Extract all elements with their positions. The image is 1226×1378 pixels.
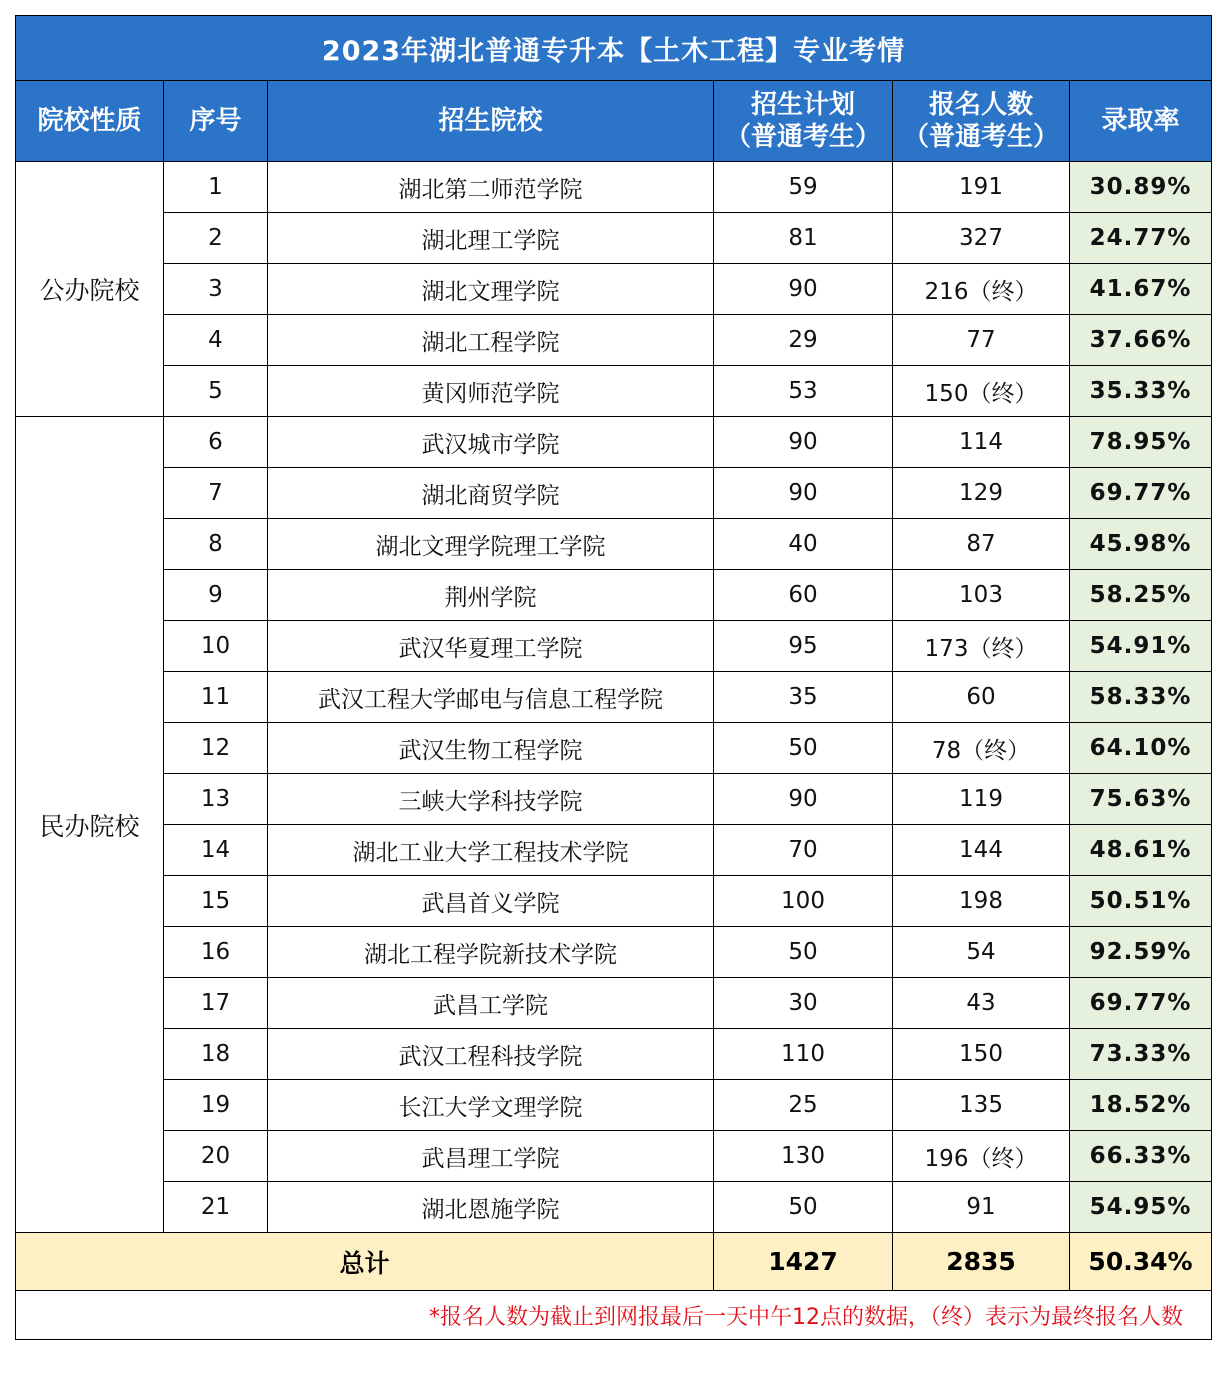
total-applicants: 2835 — [893, 1233, 1070, 1291]
row-plan: 59 — [714, 162, 893, 213]
row-plan: 95 — [714, 621, 893, 672]
row-applicants: 78（终） — [893, 723, 1070, 774]
row-plan: 90 — [714, 774, 893, 825]
row-applicants: 43 — [893, 978, 1070, 1029]
row-index: 19 — [164, 1080, 268, 1131]
row-plan: 60 — [714, 570, 893, 621]
row-applicants: 103 — [893, 570, 1070, 621]
row-plan: 90 — [714, 264, 893, 315]
row-school: 湖北理工学院 — [268, 213, 714, 264]
row-index: 13 — [164, 774, 268, 825]
row-index: 21 — [164, 1182, 268, 1233]
row-plan: 81 — [714, 213, 893, 264]
table-row — [16, 1080, 1212, 1131]
row-index: 16 — [164, 927, 268, 978]
row-plan: 90 — [714, 468, 893, 519]
row-school: 长江大学文理学院 — [268, 1080, 714, 1131]
row-rate: 48.61% — [1070, 825, 1212, 876]
table-row — [16, 468, 1212, 519]
row-applicants: 77 — [893, 315, 1070, 366]
header-row — [16, 81, 1212, 162]
header-index: 序号 — [164, 81, 268, 162]
table-row — [16, 264, 1212, 315]
row-applicants: 135 — [893, 1080, 1070, 1131]
row-school: 湖北文理学院 — [268, 264, 714, 315]
row-index: 7 — [164, 468, 268, 519]
row-rate: 58.33% — [1070, 672, 1212, 723]
row-applicants: 129 — [893, 468, 1070, 519]
table-row — [16, 417, 1212, 468]
row-plan: 110 — [714, 1029, 893, 1080]
row-index: 1 — [164, 162, 268, 213]
row-applicants: 327 — [893, 213, 1070, 264]
table-row — [16, 366, 1212, 417]
header-school: 招生院校 — [268, 81, 714, 162]
row-rate: 66.33% — [1070, 1131, 1212, 1182]
row-applicants: 196（终） — [893, 1131, 1070, 1182]
row-applicants: 173（终） — [893, 621, 1070, 672]
table-body — [16, 16, 1212, 1340]
row-applicants: 150 — [893, 1029, 1070, 1080]
row-index: 9 — [164, 570, 268, 621]
row-rate: 73.33% — [1070, 1029, 1212, 1080]
row-applicants: 54 — [893, 927, 1070, 978]
row-index: 4 — [164, 315, 268, 366]
row-rate: 78.95% — [1070, 417, 1212, 468]
row-school: 荆州学院 — [268, 570, 714, 621]
header-plan-line1: 招生计划 — [750, 90, 855, 120]
row-school: 黄冈师范学院 — [268, 366, 714, 417]
table-row — [16, 1131, 1212, 1182]
header-rate: 录取率 — [1070, 81, 1212, 162]
title-row — [16, 16, 1212, 81]
row-rate: 92.59% — [1070, 927, 1212, 978]
total-label: 总计 — [16, 1233, 714, 1291]
row-plan: 90 — [714, 417, 893, 468]
row-school: 武汉城市学院 — [268, 417, 714, 468]
row-index: 10 — [164, 621, 268, 672]
row-plan: 70 — [714, 825, 893, 876]
table-row — [16, 1029, 1212, 1080]
row-school: 武汉华夏理工学院 — [268, 621, 714, 672]
row-rate: 35.33% — [1070, 366, 1212, 417]
table-title: 2023年湖北普通专升本【土木工程】专业考情 — [16, 16, 1212, 81]
row-plan: 50 — [714, 1182, 893, 1233]
row-index: 15 — [164, 876, 268, 927]
row-rate: 64.10% — [1070, 723, 1212, 774]
row-school: 湖北恩施学院 — [268, 1182, 714, 1233]
row-rate: 58.25% — [1070, 570, 1212, 621]
row-plan: 35 — [714, 672, 893, 723]
row-index: 14 — [164, 825, 268, 876]
row-school: 湖北商贸学院 — [268, 468, 714, 519]
row-school: 武昌理工学院 — [268, 1131, 714, 1182]
row-index: 2 — [164, 213, 268, 264]
row-school: 湖北文理学院理工学院 — [268, 519, 714, 570]
header-type: 院校性质 — [16, 81, 164, 162]
table-row — [16, 825, 1212, 876]
row-index: 20 — [164, 1131, 268, 1182]
header-plan-line2: （普通考生） — [724, 122, 881, 152]
row-index: 6 — [164, 417, 268, 468]
table-row — [16, 162, 1212, 213]
row-plan: 30 — [714, 978, 893, 1029]
header-plan — [714, 81, 893, 162]
row-applicants: 114 — [893, 417, 1070, 468]
note-row — [16, 1291, 1212, 1340]
row-school: 湖北工业大学工程技术学院 — [268, 825, 714, 876]
row-index: 5 — [164, 366, 268, 417]
row-applicants: 119 — [893, 774, 1070, 825]
row-school: 湖北第二师范学院 — [268, 162, 714, 213]
row-applicants: 191 — [893, 162, 1070, 213]
table-row — [16, 672, 1212, 723]
table-row — [16, 621, 1212, 672]
table-row — [16, 927, 1212, 978]
row-school: 三峡大学科技学院 — [268, 774, 714, 825]
row-school: 武汉工程大学邮电与信息工程学院 — [268, 672, 714, 723]
row-rate: 18.52% — [1070, 1080, 1212, 1131]
row-applicants: 144 — [893, 825, 1070, 876]
row-applicants: 87 — [893, 519, 1070, 570]
row-plan: 29 — [714, 315, 893, 366]
row-applicants: 91 — [893, 1182, 1070, 1233]
table-row — [16, 315, 1212, 366]
header-applicants-line2: （普通考生） — [902, 122, 1059, 152]
row-school: 武汉生物工程学院 — [268, 723, 714, 774]
row-plan: 50 — [714, 723, 893, 774]
row-applicants: 198 — [893, 876, 1070, 927]
table-row — [16, 876, 1212, 927]
row-rate: 50.51% — [1070, 876, 1212, 927]
category-public: 公办院校 — [16, 162, 164, 417]
row-school: 湖北工程学院 — [268, 315, 714, 366]
header-applicants-line1: 报名人数 — [928, 90, 1033, 120]
row-plan: 40 — [714, 519, 893, 570]
table-row — [16, 519, 1212, 570]
row-plan: 25 — [714, 1080, 893, 1131]
row-school: 武昌工学院 — [268, 978, 714, 1029]
row-applicants: 150（终） — [893, 366, 1070, 417]
table-row — [16, 213, 1212, 264]
row-school: 武昌首义学院 — [268, 876, 714, 927]
row-school: 湖北工程学院新技术学院 — [268, 927, 714, 978]
row-index: 3 — [164, 264, 268, 315]
row-school: 武汉工程科技学院 — [268, 1029, 714, 1080]
row-applicants: 60 — [893, 672, 1070, 723]
total-row — [16, 1233, 1212, 1291]
row-rate: 24.77% — [1070, 213, 1212, 264]
exam-stats-table — [15, 15, 1212, 1340]
row-plan: 50 — [714, 927, 893, 978]
table-row — [16, 570, 1212, 621]
row-index: 12 — [164, 723, 268, 774]
table-row — [16, 1182, 1212, 1233]
row-rate: 54.91% — [1070, 621, 1212, 672]
table-row — [16, 774, 1212, 825]
category-private: 民办院校 — [16, 417, 164, 1233]
row-plan: 130 — [714, 1131, 893, 1182]
row-rate: 69.77% — [1070, 978, 1212, 1029]
header-applicants — [893, 81, 1070, 162]
row-index: 18 — [164, 1029, 268, 1080]
row-rate: 45.98% — [1070, 519, 1212, 570]
row-applicants: 216（终） — [893, 264, 1070, 315]
row-rate: 41.67% — [1070, 264, 1212, 315]
row-rate: 69.77% — [1070, 468, 1212, 519]
row-rate: 54.95% — [1070, 1182, 1212, 1233]
row-index: 8 — [164, 519, 268, 570]
footnote: *报名人数为截止到网报最后一天中午12点的数据，（终）表示为最终报名人数 — [16, 1291, 1212, 1340]
row-plan: 53 — [714, 366, 893, 417]
row-rate: 30.89% — [1070, 162, 1212, 213]
row-index: 17 — [164, 978, 268, 1029]
row-rate: 37.66% — [1070, 315, 1212, 366]
row-plan: 100 — [714, 876, 893, 927]
table-row — [16, 978, 1212, 1029]
total-plan: 1427 — [714, 1233, 893, 1291]
row-rate: 75.63% — [1070, 774, 1212, 825]
exam-stats-table-wrapper — [15, 15, 1211, 1340]
row-index: 11 — [164, 672, 268, 723]
table-row — [16, 723, 1212, 774]
total-rate: 50.34% — [1070, 1233, 1212, 1291]
